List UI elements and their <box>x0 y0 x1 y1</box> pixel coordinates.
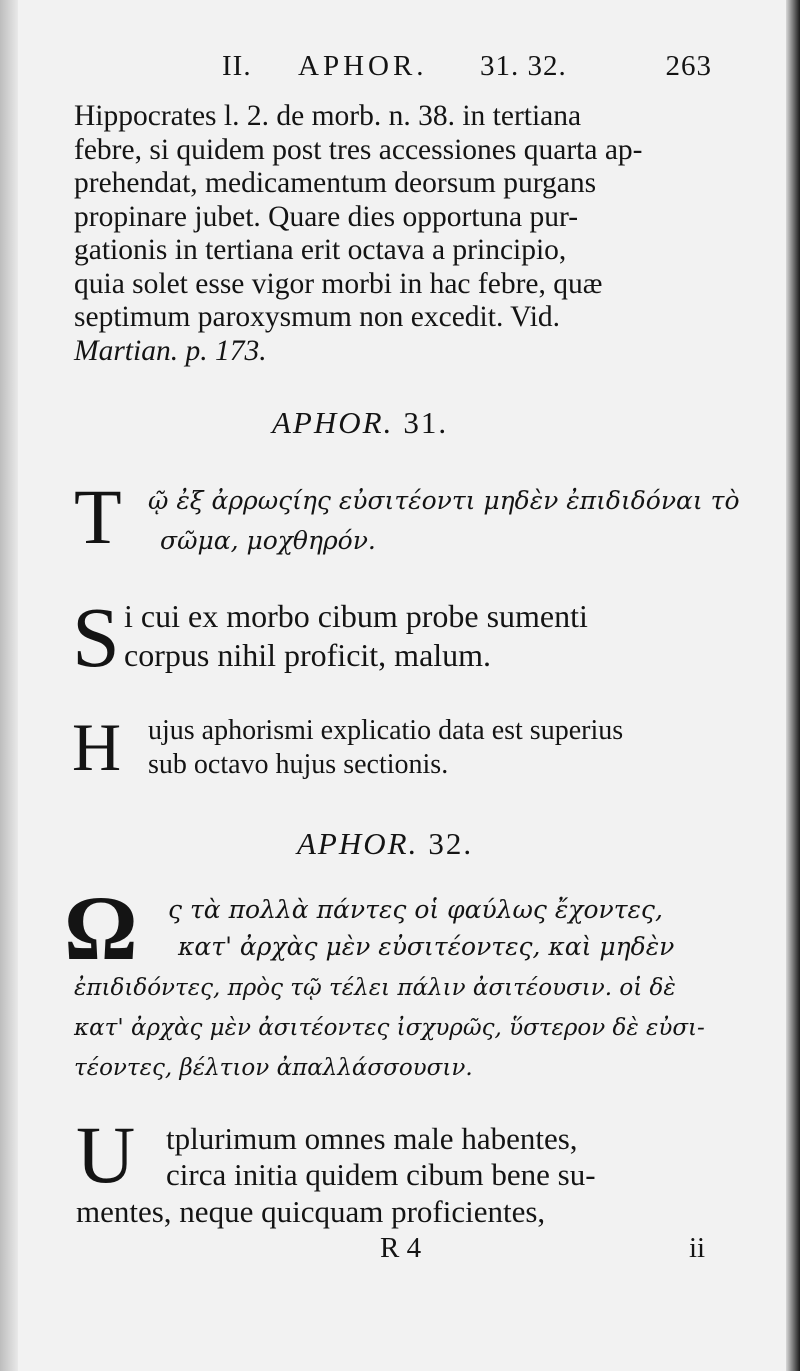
comment-drop-cap: H <box>72 709 122 785</box>
aphorism-31-heading <box>272 405 448 441</box>
latin-text-line: tplurimum omnes male habentes, <box>166 1121 578 1156</box>
latin-text-line: mentes, neque quicquam proficientes, <box>76 1194 546 1229</box>
text-line: febre, si quidem post tres accessiones quarta ap- <box>74 133 643 166</box>
comment-text-line: ujus aphorismi explicatio data est superius <box>148 715 624 746</box>
greek-text-line: ῷ ἐξ ἀρρωςίης εὐσιτέοντι μηδὲν ἐπιδιδόναι τὸ <box>148 486 740 515</box>
heading-label: APHOR. <box>272 405 394 440</box>
signature-mark: R 4 <box>380 1232 422 1264</box>
heading-label: APHOR. <box>297 826 419 861</box>
text-line: quia solet esse vigor morbi in hac febre, quæ <box>74 267 603 300</box>
greek-text-line: τέοντες, βέλτιον ἀπαλλάσσουσιν. <box>74 1055 473 1081</box>
page-left-shadow <box>0 0 18 1371</box>
latin-drop-cap: U <box>76 1109 136 1200</box>
heading-number: 31. <box>403 405 449 440</box>
greek-text-line: σῶμα, μοχθηρόν. <box>160 526 376 555</box>
heading-number: 32. <box>428 826 474 861</box>
greek-text-line: ς τὰ πολλὰ πάντες οἱ φαύλως ἔχοντες, <box>168 895 663 924</box>
latin-drop-cap: S <box>72 589 120 685</box>
text-line: Hippocrates l. 2. de morb. n. 38. in tertiana <box>74 100 582 132</box>
greek-text-line: κατ' ἀρχὰς μὲν ἀσιτέοντες ἰσχυρῶς, ὕστερον δὲ εὐσι- <box>74 1015 705 1041</box>
aphorism-32-heading <box>297 826 473 862</box>
comment-text-line: sub octavo hujus sectionis. <box>148 749 449 780</box>
greek-text-line: ἐπιδιδόντες, πρὸς τῷ τέλει πάλιν ἀσιτέουσιν. οἱ δὲ <box>74 975 676 1001</box>
aphorism-numbers: 31. 32. <box>480 50 567 82</box>
running-header <box>222 50 712 86</box>
catchword: ii <box>689 1232 706 1264</box>
text-line: propinare jubet. Quare dies opportuna pur- <box>74 200 579 233</box>
text-line: Martian. p. 173. <box>74 334 267 367</box>
running-title: APHOR. <box>298 50 428 82</box>
greek-drop-cap: Ω <box>64 877 138 979</box>
text-line: prehendat, medicamentum deorsum purgans <box>74 167 597 199</box>
latin-text-line: circa initia quidem cibum bene su- <box>166 1157 596 1192</box>
greek-drop-cap: Τ <box>74 473 122 560</box>
text-line: septimum paroxysmum non excedit. Vid. <box>74 301 561 333</box>
latin-text-line: i cui ex morbo cibum probe sumenti <box>124 598 588 634</box>
text-line: gationis in tertiana erit octava a principio, <box>74 234 567 266</box>
intro-paragraph <box>74 100 714 368</box>
book-spine-shadow <box>786 0 800 1371</box>
latin-text-line: corpus nihil proficit, malum. <box>124 637 492 673</box>
greek-text-line: κατ' ἀρχὰς μὲν εὐσιτέοντες, καὶ μηδὲν <box>178 932 675 961</box>
section-number: II. <box>222 50 252 82</box>
page-number: 263 <box>665 50 712 82</box>
